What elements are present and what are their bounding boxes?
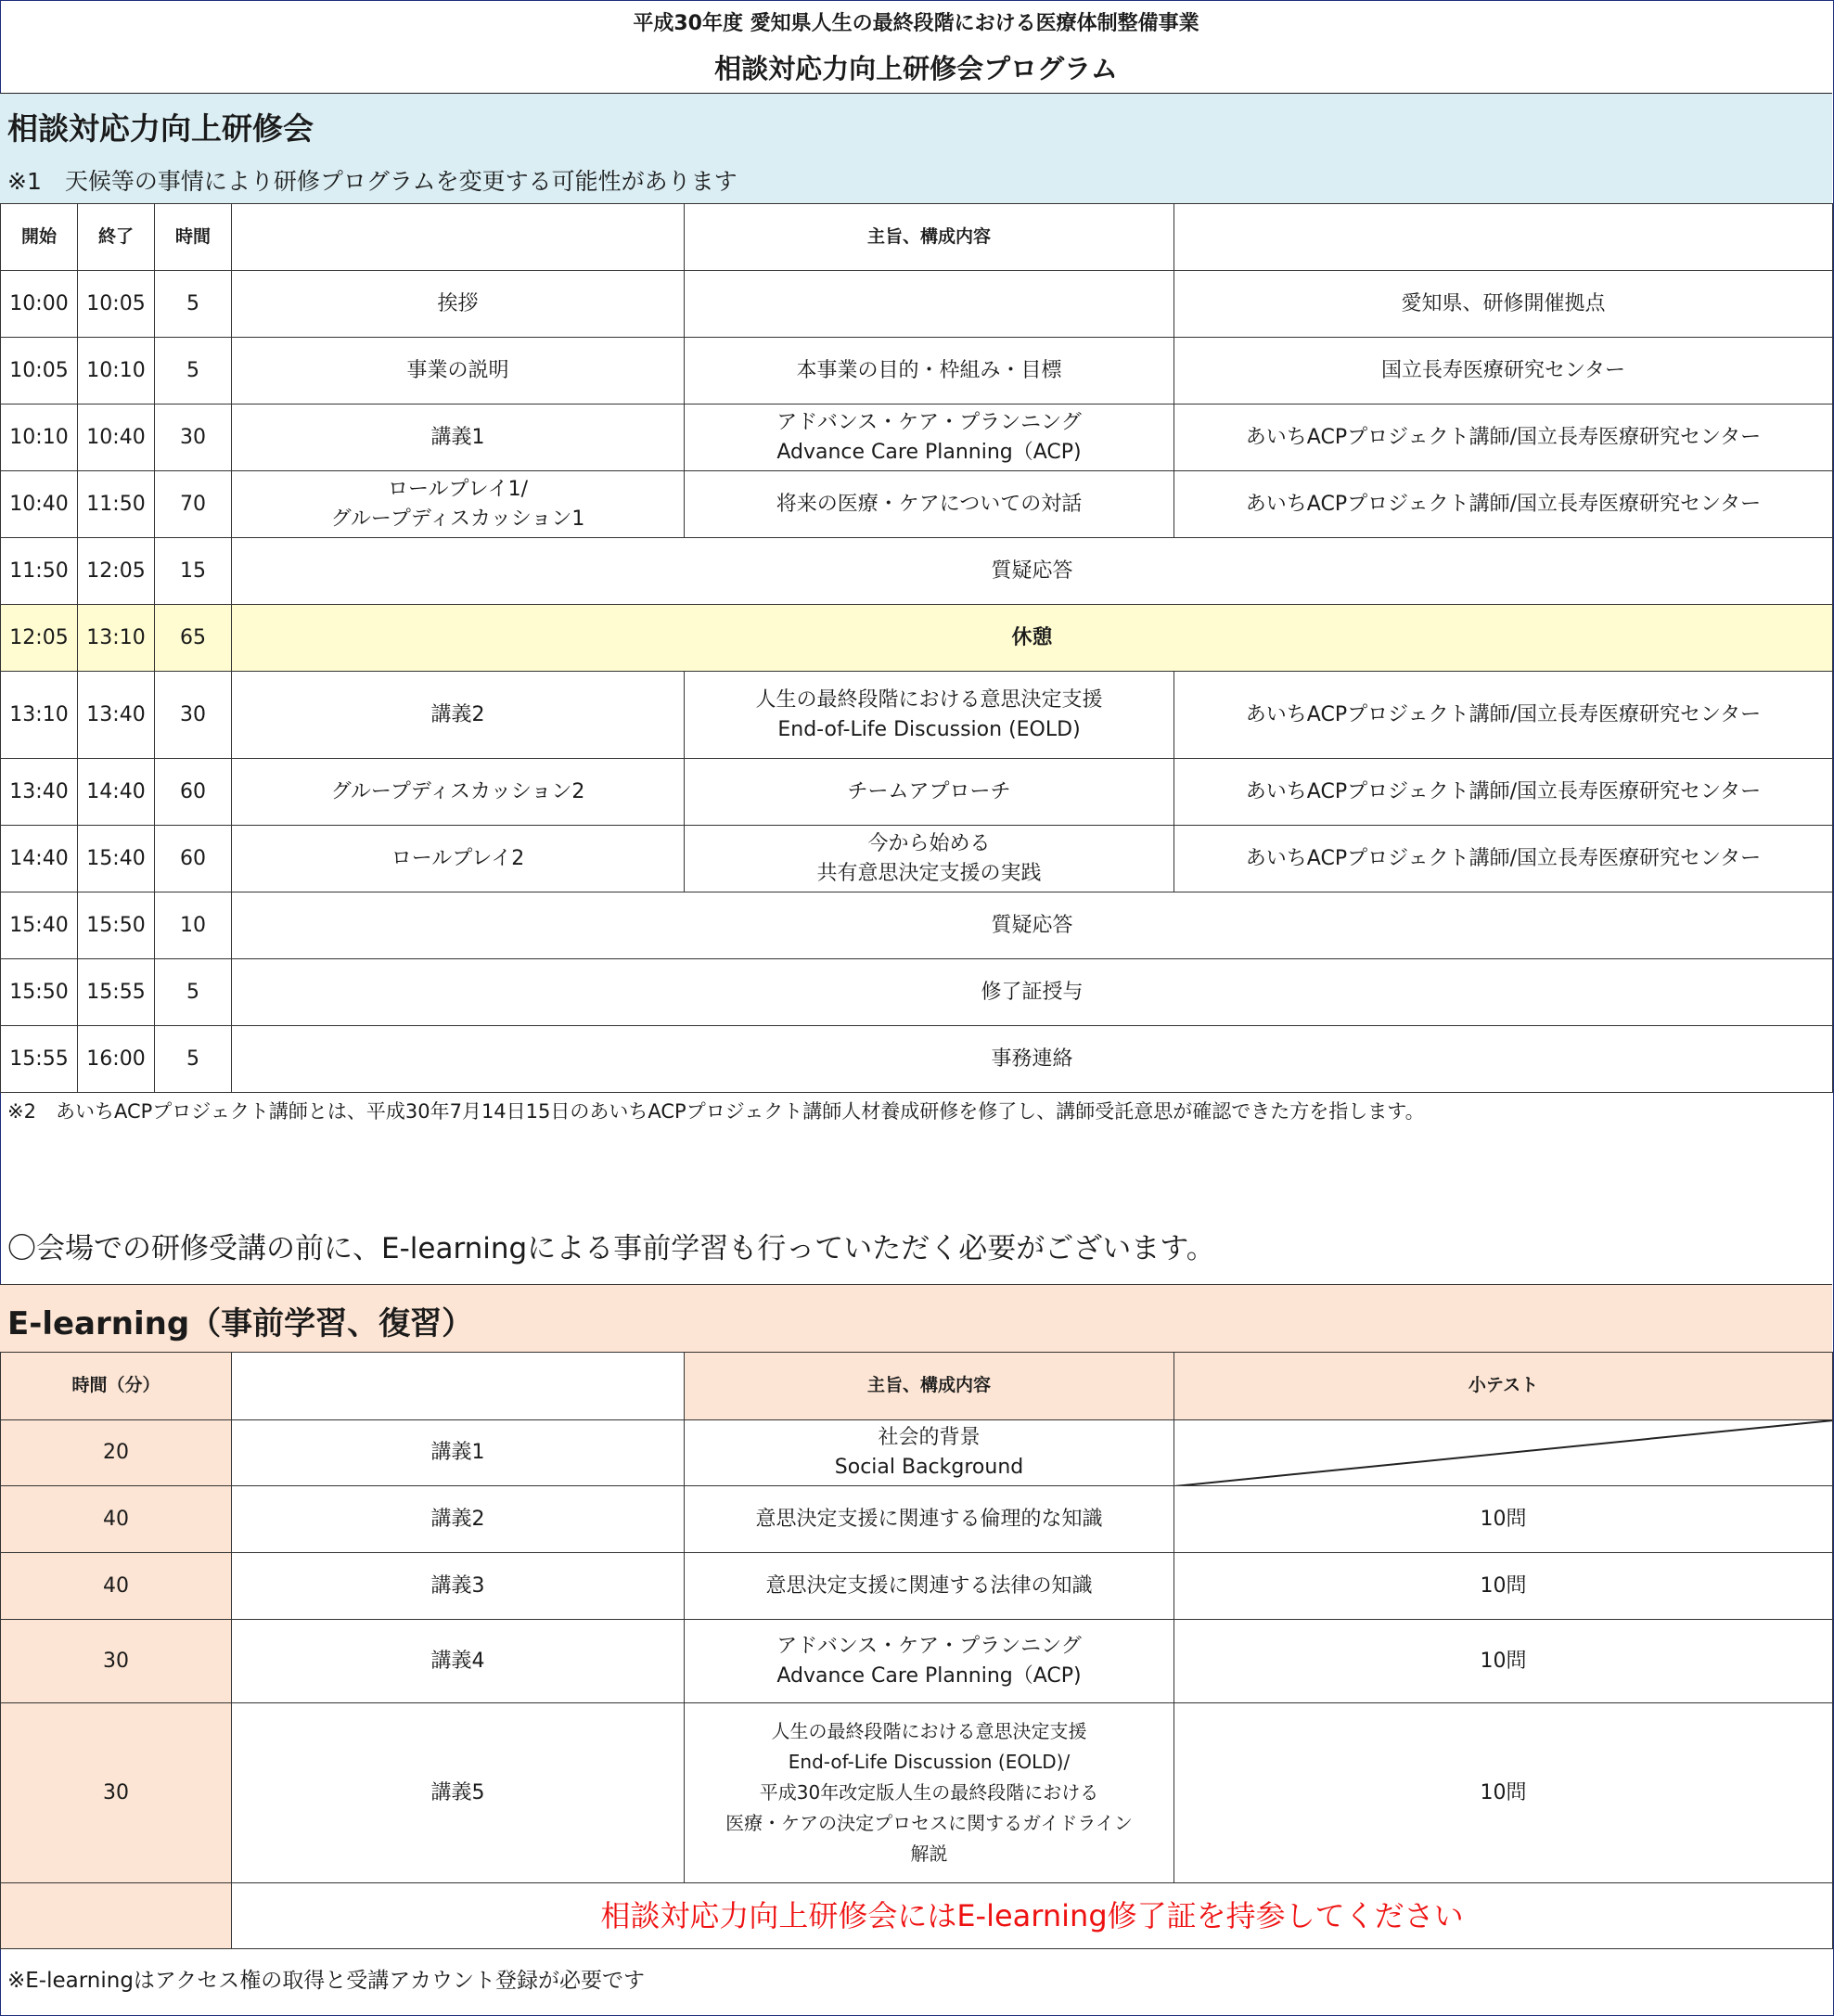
duration-cell: 70 xyxy=(155,471,232,538)
start-cell: 13:10 xyxy=(1,672,78,759)
content-cell xyxy=(685,1420,1174,1486)
start-cell: 12:05 xyxy=(1,605,78,672)
time-cell: 40 xyxy=(1,1486,232,1553)
title-line: ロールプレイ1/ xyxy=(388,477,528,501)
start-cell: 14:40 xyxy=(1,826,78,892)
section2-header xyxy=(0,1284,1832,1353)
table-row xyxy=(1,1553,1833,1620)
end-cell: 11:50 xyxy=(78,471,155,538)
col-content: 主旨、構成内容 xyxy=(685,204,1174,271)
lecturer-cell: あいちACPプロジェクト講師/国立長寿医療研究センター xyxy=(1174,826,1833,892)
lecturer-cell: あいちACPプロジェクト講師/国立長寿医療研究センター xyxy=(1174,672,1833,759)
title-cell: ロールプレイ2 xyxy=(232,826,685,892)
duration-cell: 60 xyxy=(155,826,232,892)
duration-cell: 60 xyxy=(155,759,232,826)
table-row xyxy=(1,1486,1833,1553)
section2-title: E-learning（事前学習、復習） xyxy=(7,1305,474,1342)
duration-cell: 10 xyxy=(155,892,232,959)
content-line: End-of-Life Discussion (EOLD) xyxy=(777,717,1081,741)
diagonal-line xyxy=(1174,1420,1833,1486)
content-cell xyxy=(685,404,1174,471)
project-title: 平成30年度 愛知県人生の最終段階における医療体制整備事業 xyxy=(633,12,1199,35)
content-cell: 将来の医療・ケアについての対話 xyxy=(685,471,1174,538)
content-cell xyxy=(685,672,1174,759)
title-cell: 講義5 xyxy=(232,1703,685,1883)
start-cell: 15:55 xyxy=(1,1026,78,1093)
lecturer-cell: あいちACPプロジェクト講師/国立長寿医療研究センター xyxy=(1174,404,1833,471)
duration-cell: 15 xyxy=(155,538,232,605)
elearning-header-row xyxy=(1,1353,1833,1420)
content-line: 人生の最終段階における意思決定支援 xyxy=(771,1720,1087,1742)
content-cell: 意思決定支援に関連する倫理的な知識 xyxy=(685,1486,1174,1553)
start-cell: 13:40 xyxy=(1,759,78,826)
program-title: 相談対応力向上研修会プログラム xyxy=(714,53,1118,84)
content-cell: チームアプローチ xyxy=(685,759,1174,826)
duration-cell: 5 xyxy=(155,271,232,338)
notice-blank xyxy=(1,1883,232,1949)
content-line: 今から始める xyxy=(867,831,991,855)
col-lecturer xyxy=(1174,204,1833,271)
merged-cell: 修了証授与 xyxy=(232,959,1833,1026)
title-cell: 講義1 xyxy=(232,404,685,471)
content-line: Social Background xyxy=(834,1456,1024,1479)
col-end: 終了 xyxy=(78,204,155,271)
table-row xyxy=(1,759,1833,826)
table-row xyxy=(1,1026,1833,1093)
time-cell: 40 xyxy=(1,1553,232,1620)
break-row xyxy=(1,605,1833,672)
certificate-notice: 相談対応力向上研修会にはE-learning修了証を持参してください xyxy=(232,1883,1833,1949)
table-row xyxy=(1,1420,1833,1486)
table-row xyxy=(1,892,1833,959)
lecturer-cell: あいちACPプロジェクト講師/国立長寿医療研究センター xyxy=(1174,759,1833,826)
test-count: 10問 xyxy=(1174,1703,1833,1883)
end-cell: 10:10 xyxy=(78,338,155,404)
table-row xyxy=(1,538,1833,605)
merged-cell: 質疑応答 xyxy=(232,538,1833,605)
table-row xyxy=(1,471,1833,538)
schedule-table xyxy=(0,203,1833,1093)
table-row xyxy=(1,404,1833,471)
elearning-table xyxy=(0,1352,1833,1949)
end-cell: 15:50 xyxy=(78,892,155,959)
content-line: 人生の最終段階における意思決定支援 xyxy=(755,687,1103,712)
content-cell: 本事業の目的・枠組み・目標 xyxy=(685,338,1174,404)
end-cell: 13:40 xyxy=(78,672,155,759)
content-line: Advance Care Planning（ACP) xyxy=(776,440,1082,464)
break-cell: 休憩 xyxy=(232,605,1833,672)
col-time: 時間（分） xyxy=(1,1353,232,1420)
merged-cell: 質疑応答 xyxy=(232,892,1833,959)
prelearning-notice: 〇会場での研修受講の前に、E-learningによる事前学習も行っていただく必要がございます。 xyxy=(7,1232,1215,1265)
lecturer-cell: あいちACPプロジェクト講師/国立長寿医療研究センター xyxy=(1174,471,1833,538)
content-line: 解説 xyxy=(910,1843,948,1865)
end-cell: 12:05 xyxy=(78,538,155,605)
title-cell: 挨拶 xyxy=(232,271,685,338)
title-cell: 事業の説明 xyxy=(232,338,685,404)
col-title xyxy=(232,204,685,271)
merged-cell: 事務連絡 xyxy=(232,1026,1833,1093)
title-cell: 講義2 xyxy=(232,1486,685,1553)
content-line: Advance Care Planning（ACP) xyxy=(776,1663,1082,1688)
content-cell xyxy=(685,1620,1174,1703)
table-row xyxy=(1,338,1833,404)
title-line: グループディスカッション1 xyxy=(330,507,585,531)
schedule-header-row xyxy=(1,204,1833,271)
lecturer-cell: 国立長寿医療研究センター xyxy=(1174,338,1833,404)
col-title xyxy=(232,1353,685,1420)
start-cell: 10:10 xyxy=(1,404,78,471)
content-line: アドバンス・ケア・プランニング xyxy=(776,1634,1082,1658)
time-cell: 30 xyxy=(1,1703,232,1883)
title-cell: 講義1 xyxy=(232,1420,685,1486)
table-row xyxy=(1,271,1833,338)
start-cell: 10:00 xyxy=(1,271,78,338)
title-cell: 講義3 xyxy=(232,1553,685,1620)
content-line: 平成30年改定版人生の最終段階における xyxy=(759,1781,1099,1804)
end-cell: 10:40 xyxy=(78,404,155,471)
lecturer-footnote: ※2 あいちACPプロジェクト講師とは、平成30年7月14日15日のあいちACPプロジェクト講師人材養成研修を修了し、講師受託意思が確認できた方を指します。 xyxy=(7,1100,1425,1123)
content-line: アドバンス・ケア・プランニング xyxy=(776,410,1082,434)
duration-cell: 30 xyxy=(155,404,232,471)
test-count: 10問 xyxy=(1174,1486,1833,1553)
start-cell: 10:40 xyxy=(1,471,78,538)
time-cell: 30 xyxy=(1,1620,232,1703)
elearning-footnote: ※E-learningはアクセス権の取得と受講アカウント登録が必要です xyxy=(7,1969,646,1993)
col-test: 小テスト xyxy=(1174,1353,1833,1420)
table-row xyxy=(1,826,1833,892)
title-cell: グループディスカッション2 xyxy=(232,759,685,826)
end-cell: 16:00 xyxy=(78,1026,155,1093)
col-content: 主旨、構成内容 xyxy=(685,1353,1174,1420)
table-row xyxy=(1,672,1833,759)
content-cell: 意思決定支援に関連する法律の知識 xyxy=(685,1553,1174,1620)
start-cell: 10:05 xyxy=(1,338,78,404)
content-cell xyxy=(685,826,1174,892)
table-row xyxy=(1,1703,1833,1883)
end-cell: 14:40 xyxy=(78,759,155,826)
content-line: End-of-Life Discussion (EOLD)/ xyxy=(788,1751,1071,1773)
content-line: 社会的背景 xyxy=(878,1426,981,1450)
test-count: 10問 xyxy=(1174,1553,1833,1620)
document-header xyxy=(0,0,1832,95)
end-cell: 15:55 xyxy=(78,959,155,1026)
content-cell xyxy=(685,1703,1174,1883)
end-cell: 10:05 xyxy=(78,271,155,338)
notice-row xyxy=(1,1883,1833,1949)
start-cell: 15:50 xyxy=(1,959,78,1026)
end-cell: 15:40 xyxy=(78,826,155,892)
section1-note: ※1 天候等の事情により研修プログラムを変更する可能性があります xyxy=(7,168,737,195)
title-cell xyxy=(232,471,685,538)
duration-cell: 5 xyxy=(155,338,232,404)
content-line: 医療・ケアの決定プロセスに関するガイドライン xyxy=(725,1812,1133,1834)
content-cell xyxy=(685,271,1174,338)
test-cell-empty xyxy=(1174,1420,1833,1486)
lecturer-cell: 愛知県、研修開催拠点 xyxy=(1174,271,1833,338)
duration-cell: 30 xyxy=(155,672,232,759)
duration-cell: 65 xyxy=(155,605,232,672)
end-cell: 13:10 xyxy=(78,605,155,672)
duration-cell: 5 xyxy=(155,1026,232,1093)
time-cell: 20 xyxy=(1,1420,232,1486)
title-cell: 講義2 xyxy=(232,672,685,759)
duration-cell: 5 xyxy=(155,959,232,1026)
col-duration: 時間 xyxy=(155,204,232,271)
table-row xyxy=(1,959,1833,1026)
test-count: 10問 xyxy=(1174,1620,1833,1703)
title-cell: 講義4 xyxy=(232,1620,685,1703)
table-row xyxy=(1,1620,1833,1703)
col-start: 開始 xyxy=(1,204,78,271)
section1-header xyxy=(0,94,1832,203)
start-cell: 15:40 xyxy=(1,892,78,959)
section1-title: 相談対応力向上研修会 xyxy=(7,110,314,147)
content-line: 共有意思決定支援の実践 xyxy=(816,861,1042,885)
start-cell: 11:50 xyxy=(1,538,78,605)
